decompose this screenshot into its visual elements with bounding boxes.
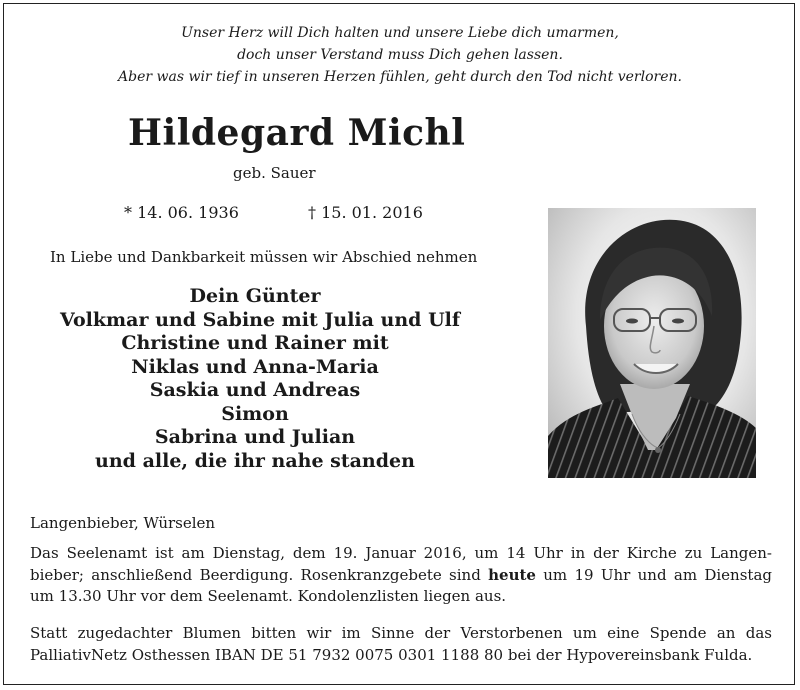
verse-line: Unser Herz will Dich halten und unsere Liebe dich umarmen, [181,25,619,41]
service-paragraph [30,543,772,608]
mourner-line: Niklas und Anna-Maria [131,355,379,378]
birth-date: * 14. 06. 1936 [124,203,239,222]
death-date: † 15. 01. 2016 [308,203,423,222]
mourner-line: und alle, die ihr nahe standen [95,449,415,472]
mourners-list [60,285,461,473]
donation-line: Statt zugedachter Blumen bitten wir im Sinne der Verstorbenen um eine Spende an das [30,624,772,642]
mourner-line: Saskia und Andreas [149,379,361,401]
memorial-verse [0,22,800,88]
verse-line: doch unser Verstand muss Dich gehen lassen. [237,47,563,63]
service-line-text: bieber; anschließend Beerdigung. Rosenkranzgebete sind [30,565,489,584]
farewell-text: In Liebe und Dankbarkeit müssen wir Abschied nehmen [50,248,478,266]
service-line-text: um 19 Uhr und am Dienstag [535,565,772,584]
mourner-line: Simon [221,402,289,425]
maiden-name: geb. Sauer [233,164,316,182]
verse-line: Aber was wir tief in unseren Herzen fühlen, geht durch den Tod nicht verloren. [118,69,682,85]
portrait-photo [548,208,756,478]
mourner-line: Volkmar und Sabine mit Julia und Ulf [60,308,461,331]
mourner-line: Sabrina und Julian [154,426,356,448]
service-line: um 13.30 Uhr vor dem Seelenamt. Kondolenzlisten liegen aus. [30,587,507,605]
service-line [30,565,772,587]
deceased-name: Hildegard Michl [128,112,466,154]
place-names: Langenbieber, Würselen [30,514,216,532]
service-emphasis: heute [488,565,536,584]
service-line: Das Seelenamt ist am Dienstag, dem 19. Januar 2016, um 14 Uhr in der Kirche zu Langen- [30,544,772,562]
mourner-line: Christine und Rainer mit [121,332,389,354]
mourner-line: Dein Günter [189,285,321,307]
donation-paragraph [30,623,772,666]
donation-line: PalliativNetz Osthessen IBAN DE 51 7932 0075 0301 1188 80 bei der Hypovereinsbank Fulda. [30,645,753,664]
